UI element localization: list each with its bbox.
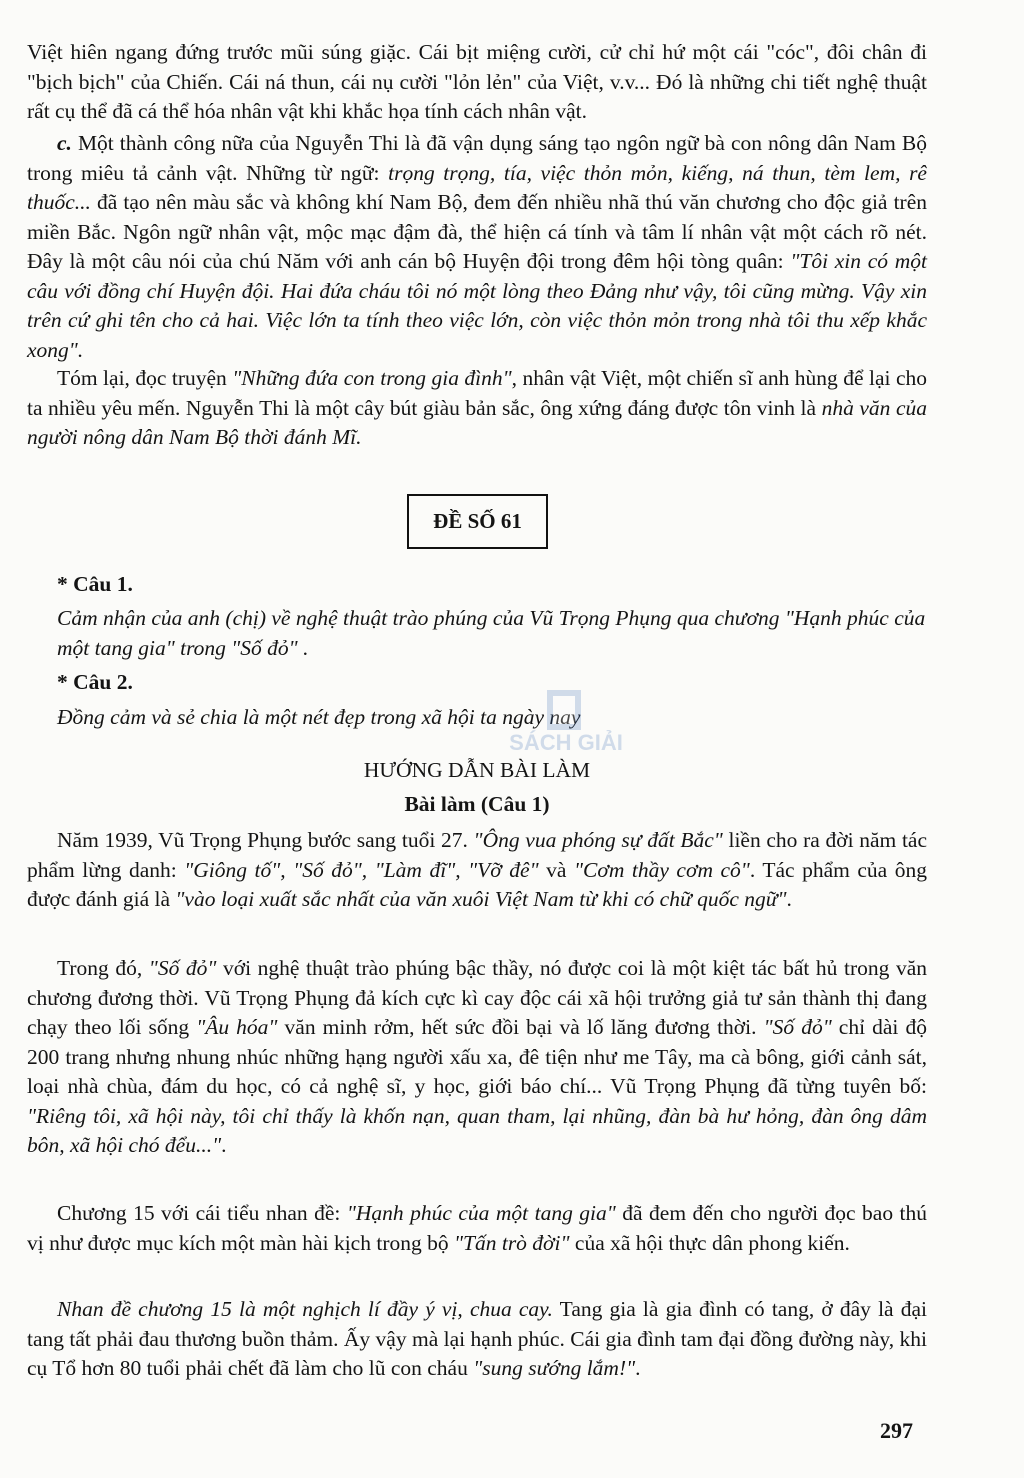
italic-text: "Ông vua phóng sự đất Bắc" bbox=[473, 828, 723, 852]
paragraph-text: Trong đó, bbox=[57, 956, 149, 980]
paragraph-so-do bbox=[27, 954, 927, 1161]
paragraph-text: . bbox=[221, 1133, 227, 1157]
italic-text: "Cơm thầy cơm cô" bbox=[573, 857, 750, 882]
paragraph-text: Việt hiên ngang đứng trước mũi súng giặc. Cái bịt miệng cười, cử chỉ hứ một cái "cóc", đôi chân đi "bịch bịch" của Chiến. Cái ná thun, cái nụ cười "lỏn lẻn" của Việt, v.v... Đó là những chi tiết nghệ thuật rất cụ thể đã cá thể hóa nhân vật khi khắc họa tính cách nhân vật. bbox=[27, 40, 927, 123]
quote-text: "Tôi xin có một câu với đồng chí Huyện đội. Hai đứa cháu tôi nó một lòng theo Đảng như vậy, tôi cũng mừng. Vậy xin trên cứ ghi tên cho cả hai. Việc lớn ta tính theo việc lớn, còn việc thỏn mỏn trong nhà tôi thu xếp khắc xong". bbox=[27, 249, 927, 362]
paragraph-text: chỉ dài độ 200 trang nhưng nhung nhúc những hạng người xấu xa, đê tiện như me Tây, ma cà bông, giới cảnh sát, loại nhà chùa, đám du học, có cả nghệ sĩ, y học, giới báo chí... Vũ Trọng Phụng đã từng tuyên bố: bbox=[27, 1015, 927, 1098]
book-icon bbox=[503, 690, 629, 764]
italic-text: "Tấn trò đời" bbox=[453, 1230, 570, 1255]
paragraph-text: . bbox=[635, 1356, 641, 1380]
italic-text: "Những đứa con trong gia đình" bbox=[232, 366, 512, 390]
italic-text: "Số đỏ" bbox=[763, 1015, 832, 1039]
italic-text: "Giông tố", "Số đỏ", "Làm đĩ", "Vỡ đê" bbox=[184, 857, 539, 882]
question-1-text: Cảm nhận của anh (chị) về nghệ thuật trào phúng của Vũ Trọng Phụng qua chương "Hạnh phúc của một tang gia" trong "Số đỏ" . bbox=[57, 606, 926, 660]
paragraph-text: . Tác phẩm của ông được đánh giá là bbox=[27, 857, 927, 911]
italic-text: nhà văn của người nông dân Nam Bộ thời đánh Mĩ. bbox=[27, 395, 927, 449]
paragraph-text: văn minh rởm, hết sức đồi bại và lố lăng đương thời. bbox=[277, 1015, 764, 1039]
paragraph-chapter-15 bbox=[27, 1199, 927, 1258]
paragraph-language bbox=[27, 129, 927, 365]
paragraph-text: Tóm lại, đọc truyện bbox=[57, 366, 233, 390]
paragraph-text: của xã hội thực dân phong kiến. bbox=[569, 1230, 850, 1255]
paragraph-text: đã đem đến cho người đọc bao thú vị như được mục kích một màn hài kịch trong bộ bbox=[27, 1201, 928, 1255]
paragraph-text: , nhân vật Việt, một chiến sĩ anh hùng để lại cho ta nhiều yêu mến. Nguyễn Thi là một cây bút giàu bản sắc, ông xứng đáng được tôn vinh là bbox=[27, 366, 927, 420]
paragraph-summary bbox=[27, 364, 927, 453]
paragraph-text: . bbox=[786, 887, 792, 911]
italic-text: "vào loại xuất sắc nhất của văn xuôi Việt Nam từ khi có chữ quốc ngữ" bbox=[175, 887, 787, 911]
exam-title: ĐỀ SỐ 61 bbox=[433, 509, 522, 533]
exam-title-box bbox=[407, 494, 548, 549]
italic-text: "Hạnh phúc của một tang gia" bbox=[346, 1201, 616, 1225]
guide-subheading: Bài làm (Câu 1) bbox=[404, 792, 550, 816]
question-1-title: * Câu 1. bbox=[57, 572, 133, 596]
section-marker: c. bbox=[57, 131, 72, 155]
paragraph-text: với nghệ thuật trào phúng bậc thầy, nó được coi là một kiệt tác bất hủ trong văn chương đương thời. Vũ Trọng Phụng đả kích cực kì cay độc cái xã hội trưởng giả tư sản thành thị đang chạy theo lối sống bbox=[27, 956, 927, 1039]
paragraph-text: đã tạo nên màu sắc và không khí Nam Bộ, đem đến nhiều nhã thú văn chương cho độc giả trên miền Bắc. Ngôn ngữ nhân vật, mộc mạc đậm đà, thể hiện cá tính và tâm lí nhân vật một cách rõ nét. Đây là một câu nói của chú Năm với anh cán bộ Huyện đội trong đêm hội tòng quân: bbox=[27, 190, 927, 273]
paragraph-text: Một thành công nữa của Nguyễn Thi là đã vận dụng sáng tạo ngôn ngữ bà con nông dân Nam Bộ trong miêu tả cảnh vật. Những từ ngữ: bbox=[27, 131, 927, 185]
italic-text: "Số đỏ" bbox=[148, 956, 217, 980]
quote-text: "Riêng tôi, xã hội này, tôi chỉ thấy là khốn nạn, quan tham, lại nhũng, đàn bà hư hỏng, đàn ông dâm bôn, xã hội chó đểu..." bbox=[27, 1103, 927, 1157]
italic-text: trọng trọng, tía, việc thỏn mỏn, kiếng, ná thun, tèm lem, rê thuốc... bbox=[27, 160, 927, 214]
watermark-logo bbox=[503, 690, 629, 764]
question-2-text: Đồng cảm và sẻ chia là một nét đẹp trong xã hội ta ngày nay bbox=[57, 705, 581, 729]
page-number: 297 bbox=[880, 1418, 913, 1443]
paragraph-1939 bbox=[27, 826, 927, 915]
paragraph-text: Chương 15 với cái tiểu nhan đề: bbox=[57, 1201, 347, 1225]
paragraph-text: Tang gia là gia đình có tang, ở đây là đại tang tất phải đau thương buồn thảm. Ấy vậy mà lại hạnh phúc. Cái gia đình tam đại đồng đường này, khi cụ Tổ hơn 80 tuổi phải chết đã làm cho lũ con cháu bbox=[27, 1297, 928, 1380]
question-2-title: * Câu 2. bbox=[57, 670, 133, 694]
paragraph-paradox bbox=[27, 1295, 927, 1384]
paragraph-text: liền cho ra đời năm tác phẩm lừng danh: bbox=[27, 828, 927, 882]
paragraph-text: Năm 1939, Vũ Trọng Phụng bước sang tuổi 27. bbox=[57, 828, 474, 852]
italic-text: "Âu hóa" bbox=[196, 1015, 278, 1039]
paragraph-text: và bbox=[538, 857, 574, 882]
italic-text: "sung sướng lắm!" bbox=[473, 1356, 636, 1380]
italic-text: Nhan đề chương 15 là một nghịch lí đầy ý vị, chua cay. bbox=[57, 1297, 553, 1321]
guide-heading: HƯỚNG DẪN BÀI LÀM bbox=[363, 758, 591, 782]
paragraph-intro bbox=[27, 38, 927, 127]
watermark-text: SÁCH GIẢI bbox=[509, 730, 623, 755]
